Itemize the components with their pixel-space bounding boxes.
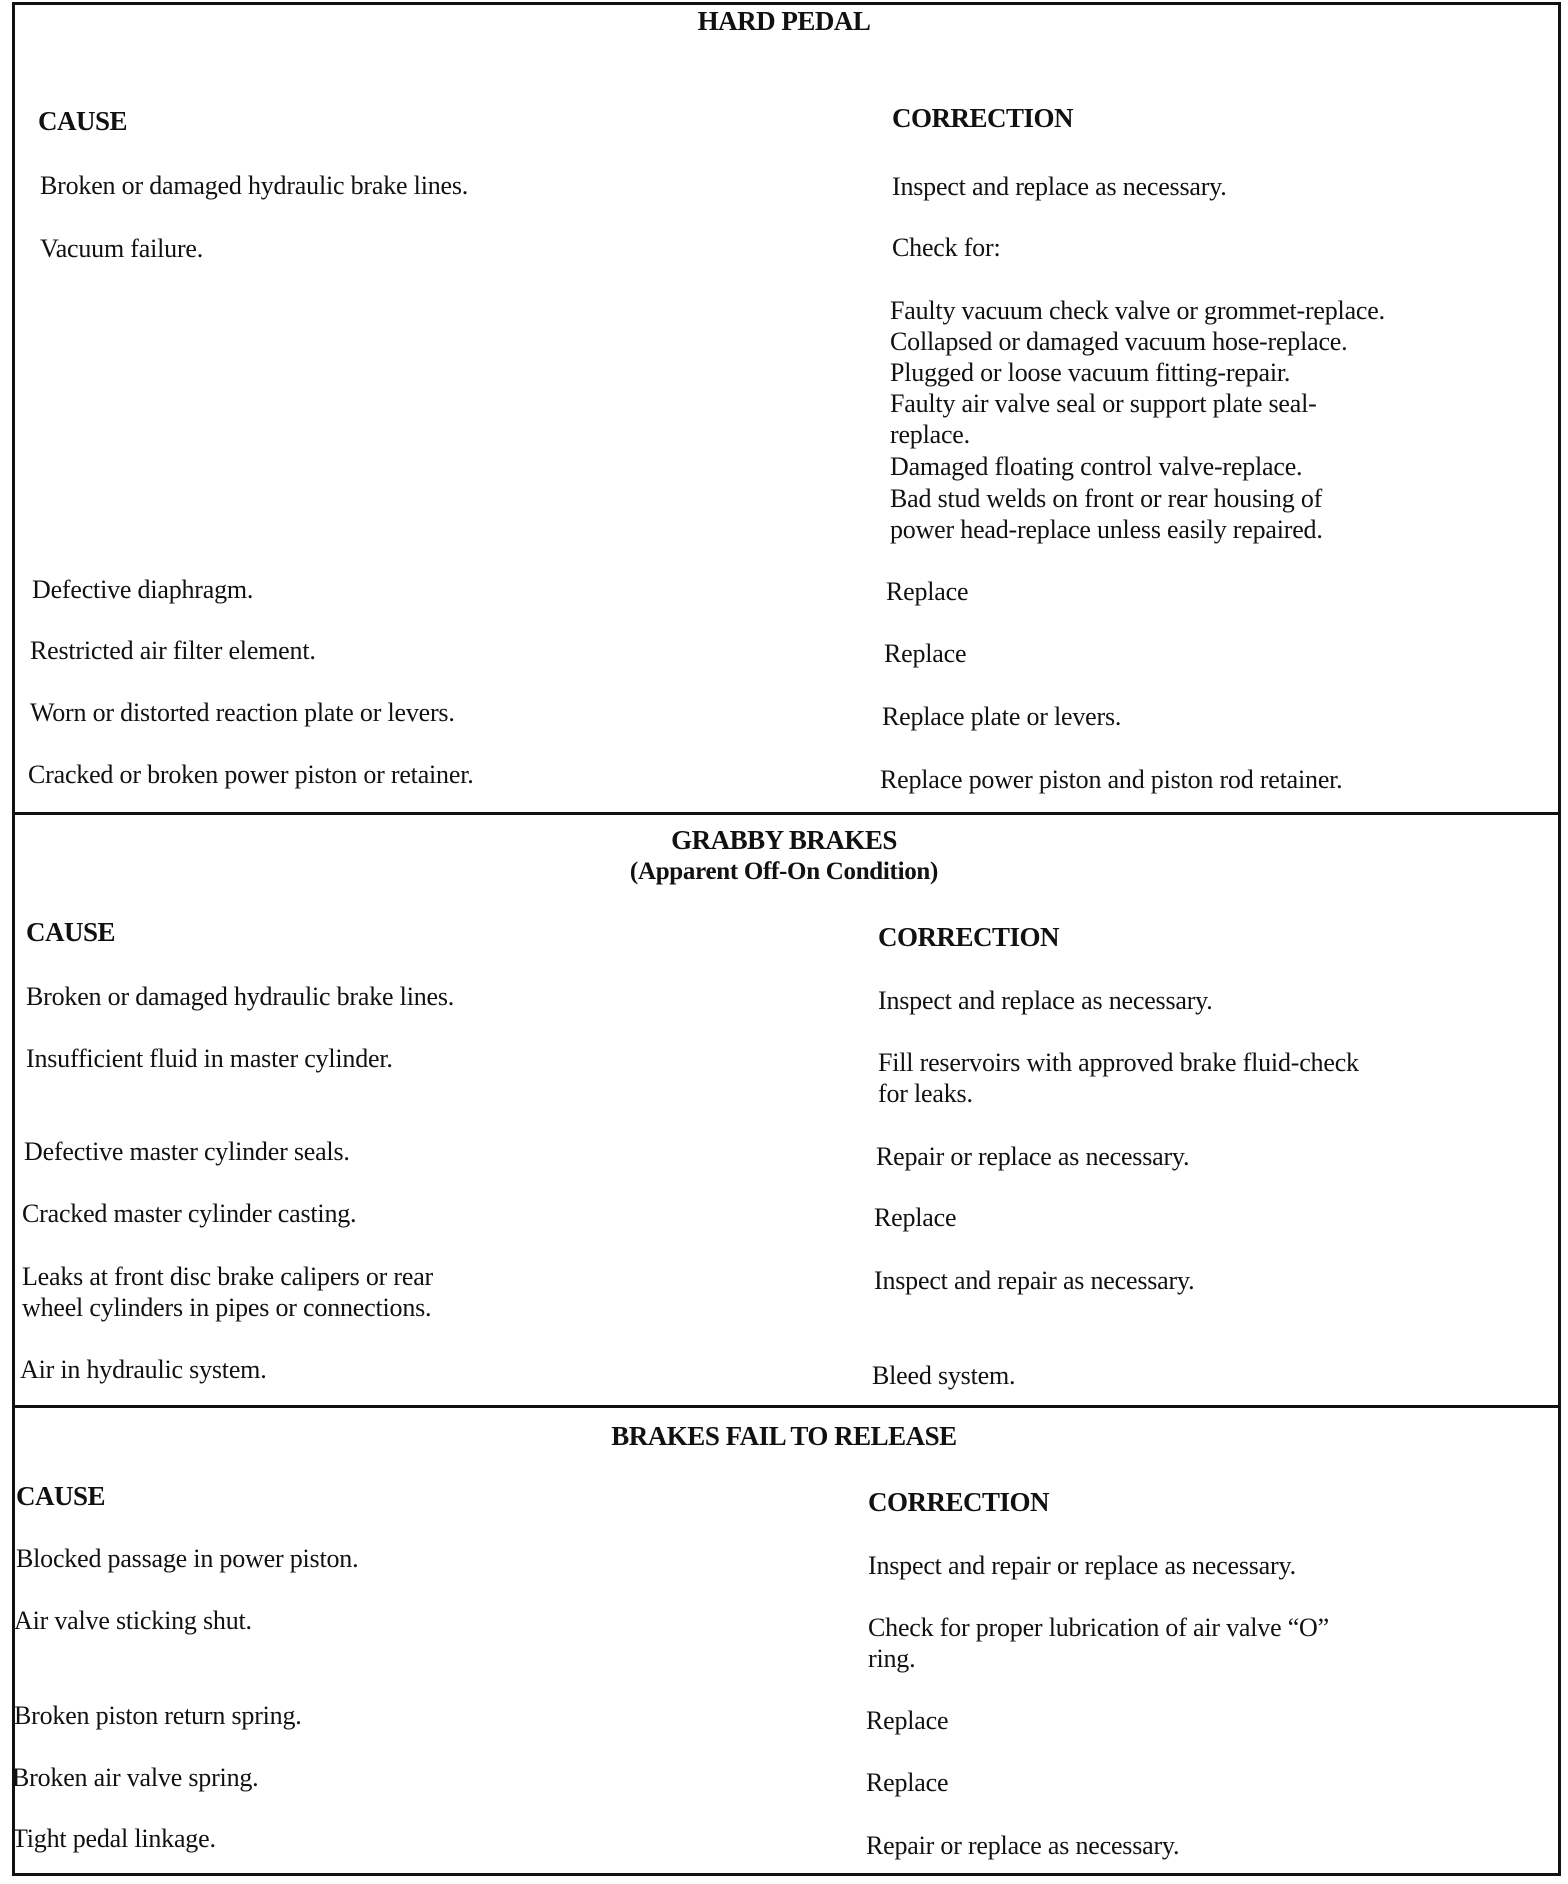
- correction-header: CORRECTION: [868, 1487, 1050, 1517]
- correction-line: Plugged or loose vacuum fitting-repair.: [890, 358, 1291, 387]
- correction-line: Damaged floating control valve-replace.: [890, 452, 1303, 481]
- correction-cell: Replace: [866, 1706, 949, 1735]
- cause-header: CAUSE: [38, 106, 128, 136]
- section-title-grabby-brakes: GRABBY BRAKES: [671, 825, 897, 855]
- cause-cell: Broken or damaged hydraulic brake lines.: [40, 171, 469, 200]
- correction-cell: Replace power piston and piston rod retainer.: [880, 765, 1343, 794]
- correction-line: Faulty vacuum check valve or grommet-replace.: [890, 296, 1385, 325]
- section-title-hard-pedal: HARD PEDAL: [697, 6, 871, 36]
- correction-line: Faulty air valve seal or support plate seal-: [890, 389, 1317, 418]
- correction-cell: Inspect and replace as necessary.: [892, 172, 1227, 201]
- correction-cell: Inspect and replace as necessary.: [878, 986, 1213, 1015]
- cause-line: Leaks at front disc brake calipers or rear: [22, 1262, 434, 1291]
- cause-line: wheel cylinders in pipes or connections.: [22, 1293, 432, 1322]
- correction-cell: Repair or replace as necessary.: [876, 1142, 1190, 1171]
- correction-cell: Inspect and repair as necessary.: [874, 1266, 1195, 1295]
- correction-line: Check for proper lubrication of air valve “O”: [868, 1613, 1329, 1642]
- correction-cell: Replace: [886, 577, 969, 606]
- correction-line: for leaks.: [878, 1079, 973, 1108]
- correction-line: Fill reservoirs with approved brake fluid-check: [878, 1048, 1359, 1077]
- cause-header: CAUSE: [16, 1481, 106, 1511]
- cause-cell: Defective diaphragm.: [32, 575, 254, 604]
- cause-cell: Restricted air filter element.: [30, 636, 316, 665]
- cause-cell: Broken piston return spring.: [14, 1701, 302, 1730]
- cause-cell: Broken air valve spring.: [12, 1763, 259, 1792]
- cause-cell: Defective master cylinder seals.: [24, 1137, 350, 1166]
- correction-line: power head-replace unless easily repaired.: [890, 515, 1323, 544]
- correction-line: ring.: [868, 1644, 916, 1673]
- correction-line: replace.: [890, 420, 970, 449]
- section-divider: [12, 1405, 1561, 1408]
- correction-cell: Inspect and repair or replace as necessary.: [868, 1551, 1296, 1580]
- cause-cell: Cracked or broken power piston or retainer.: [28, 760, 474, 789]
- cause-cell: Broken or damaged hydraulic brake lines.: [26, 982, 455, 1011]
- cause-cell: Vacuum failure.: [40, 234, 204, 263]
- correction-cell: Repair or replace as necessary.: [866, 1831, 1180, 1860]
- cause-cell: Air in hydraulic system.: [20, 1355, 267, 1384]
- correction-header: CORRECTION: [892, 103, 1074, 133]
- correction-cell: Replace: [874, 1203, 957, 1232]
- cause-cell: Blocked passage in power piston.: [16, 1544, 359, 1573]
- correction-header: CORRECTION: [878, 922, 1060, 952]
- cause-cell: Insufficient fluid in master cylinder.: [26, 1044, 393, 1073]
- correction-cell: Check for:: [892, 233, 1001, 262]
- chart-frame: [12, 2, 1561, 1876]
- section-divider: [12, 812, 1561, 815]
- cause-cell: Air valve sticking shut.: [14, 1606, 252, 1635]
- correction-cell: Bleed system.: [872, 1361, 1016, 1390]
- correction-line: Collapsed or damaged vacuum hose-replace.: [890, 327, 1348, 356]
- cause-cell: Tight pedal linkage.: [12, 1824, 216, 1853]
- cause-header: CAUSE: [26, 917, 116, 947]
- correction-line: Bad stud welds on front or rear housing of: [890, 484, 1323, 513]
- section-title-brakes-fail-to-release: BRAKES FAIL TO RELEASE: [611, 1421, 957, 1451]
- cause-cell: Cracked master cylinder casting.: [22, 1199, 357, 1228]
- correction-cell: Replace plate or levers.: [882, 702, 1122, 731]
- correction-cell: Replace: [866, 1768, 949, 1797]
- cause-cell: Worn or distorted reaction plate or levers.: [30, 698, 455, 727]
- correction-cell: Replace: [884, 639, 967, 668]
- section-subtitle: (Apparent Off-On Condition): [629, 858, 939, 885]
